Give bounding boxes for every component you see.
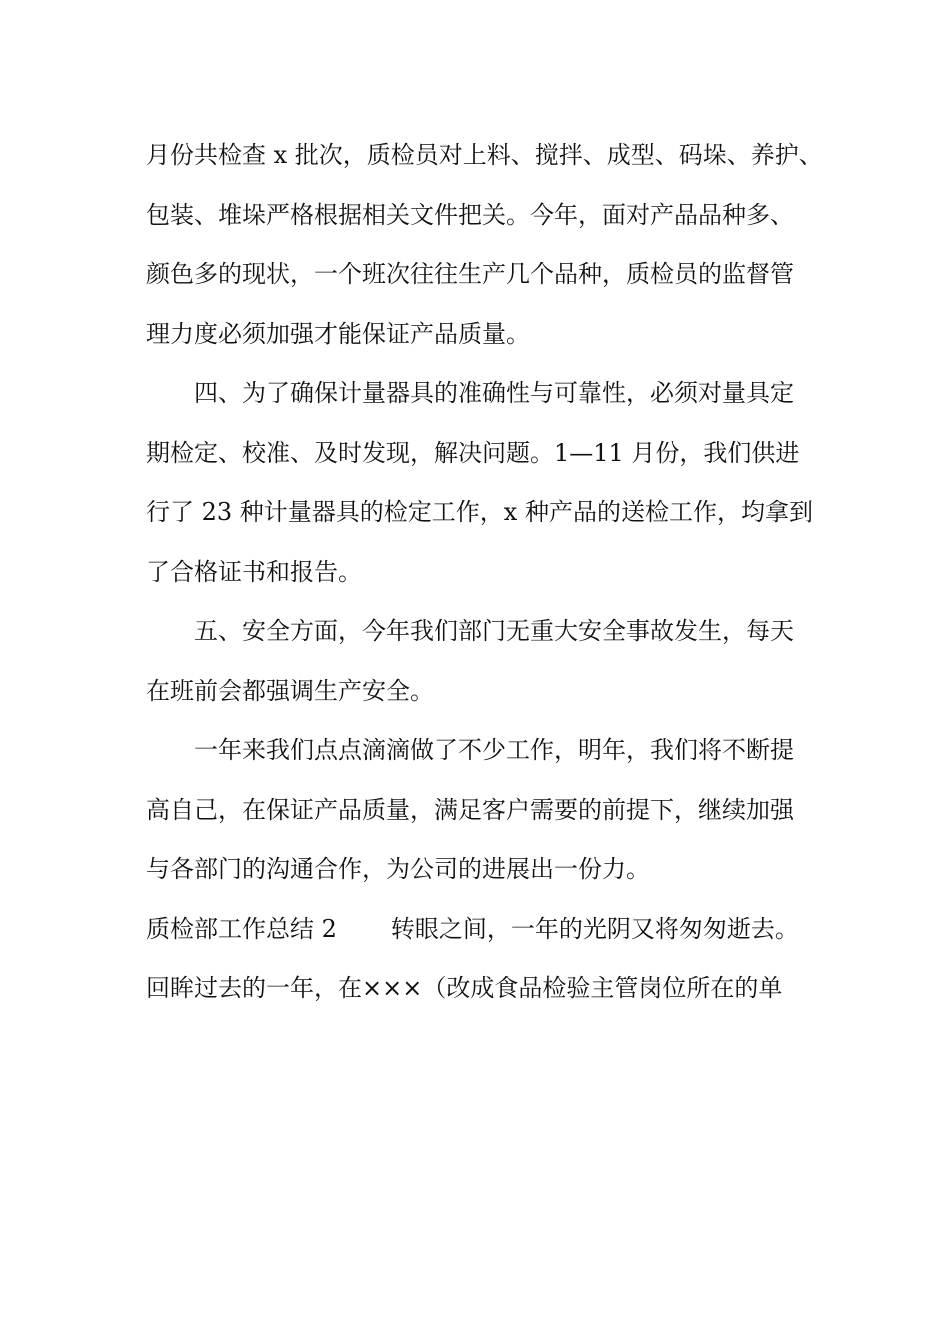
paragraph-line: 四、为了确保计量器具的准确性与可靠性，必须对量具定 <box>194 379 794 407</box>
paragraph-line: 在班前会都强调生产安全。 <box>146 676 434 705</box>
paragraph-line: 月份共检查 x 批次，质检员对上料、搅拌、成型、码垛、养护、 <box>146 141 823 169</box>
paragraph-line: 一年来我们点点滴滴做了不少工作，明年，我们将不断提 <box>194 736 794 764</box>
paragraph-line: 行了 23 种计量器具的检定工作，x 种产品的送检工作，均拿到 <box>146 498 813 526</box>
paragraph-line: 颜色多的现状，一个班次往往生产几个品种，质检员的监督管 <box>146 260 794 288</box>
paragraph-line: 五、安全方面，今年我们部门无重大安全事故发生，每天 <box>194 617 794 645</box>
paragraph-line: 理力度必须加强才能保证产品质量。 <box>146 319 530 348</box>
paragraph-line: 包装、堆垛严格根据相关文件把关。今年，面对产品品种多、 <box>146 200 794 229</box>
paragraph-line: 了合格证书和报告。 <box>146 557 362 586</box>
section-heading-line <box>146 900 816 960</box>
paragraph-line: 高自己，在保证产品质量，满足客户需要的前提下，继续加强 <box>146 795 794 824</box>
paragraph-line: 期检定、校准、及时发现，解决问题。1—11 月份，我们供进 <box>146 438 800 467</box>
paragraph-line: 回眸过去的一年，在×××（改成食品检验主管岗位所在的单 <box>146 974 783 1002</box>
section-heading-text: 转眼之间，一年的光阴又将匆匆逝去。 <box>390 914 799 943</box>
section-heading-title: 质检部工作总结 2 <box>146 914 337 943</box>
paragraph-line: 与各部门的沟通合作，为公司的进展出一份力。 <box>146 855 650 883</box>
document-body <box>146 126 823 1019</box>
